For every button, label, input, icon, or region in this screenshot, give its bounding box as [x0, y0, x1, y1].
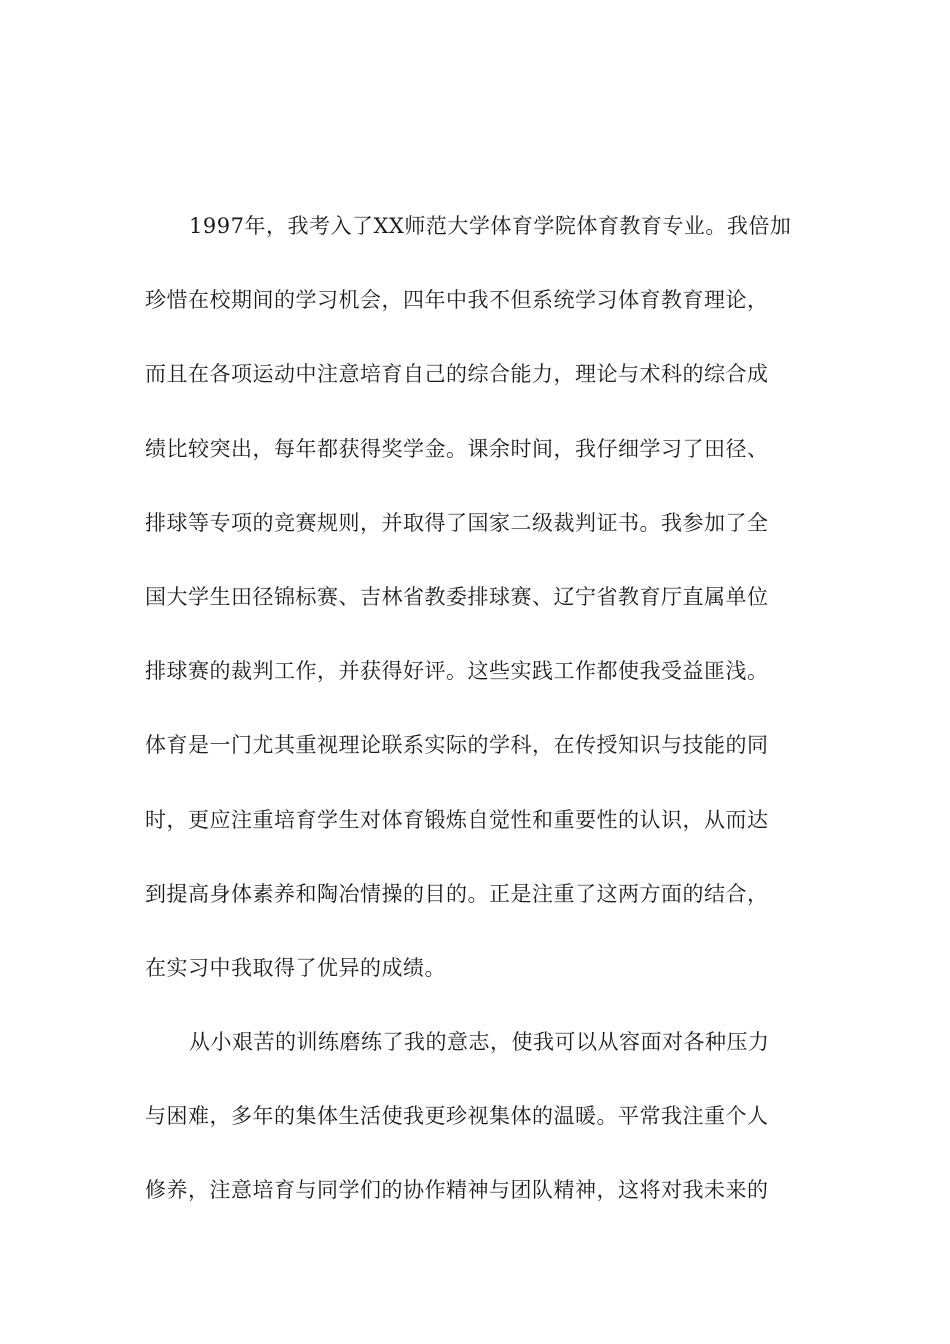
paragraph-character [145, 1017, 807, 1240]
text-line: 在实习中我取得了优异的成绩。 [145, 955, 446, 980]
text-line: 修养，注意培育与同学们的协作精神与团队精神，这将对我未来的 [145, 1178, 769, 1203]
text-line: 1997年，我考入了XX师范大学体育学院体育教育专业。我倍加 [189, 214, 792, 238]
text-line: 从小艰苦的训练磨练了我的意志，使我可以从容面对各种压力 [189, 1030, 770, 1055]
text-line: 排球赛的裁判工作，并获得好评。这些实践工作都使我受益匪浅。 [145, 659, 769, 684]
text-line: 体育是一门尤其重视理论联系实际的学科，在传授知识与技能的同 [145, 733, 769, 758]
text-line: 到提高身体素养和陶冶情操的目的。正是注重了这两方面的结合， [145, 881, 769, 906]
text-line: 时，更应注重培育学生对体育锻炼自觉性和重要性的认识，从而达 [145, 807, 769, 832]
text-line: 排球等专项的竞赛规则，并取得了国家二级裁判证书。我参加了全 [145, 510, 769, 535]
document-body [145, 201, 807, 1240]
text-line: 与困难，多年的集体生活使我更珍视集体的温暖。平常我注重个人 [145, 1104, 769, 1129]
text-line: 绩比较突出，每年都获得奖学金。课余时间，我仔细学习了田径、 [145, 436, 769, 461]
text-line: 珍惜在校期间的学习机会，四年中我不但系统学习体育教育理论， [145, 288, 769, 313]
text-line: 而且在各项运动中注意培育自己的综合能力，理论与术科的综合成 [145, 362, 769, 387]
text-line: 国大学生田径锦标赛、吉林省教委排球赛、辽宁省教育厅直属单位 [145, 584, 769, 609]
paragraph-education [145, 201, 807, 1017]
